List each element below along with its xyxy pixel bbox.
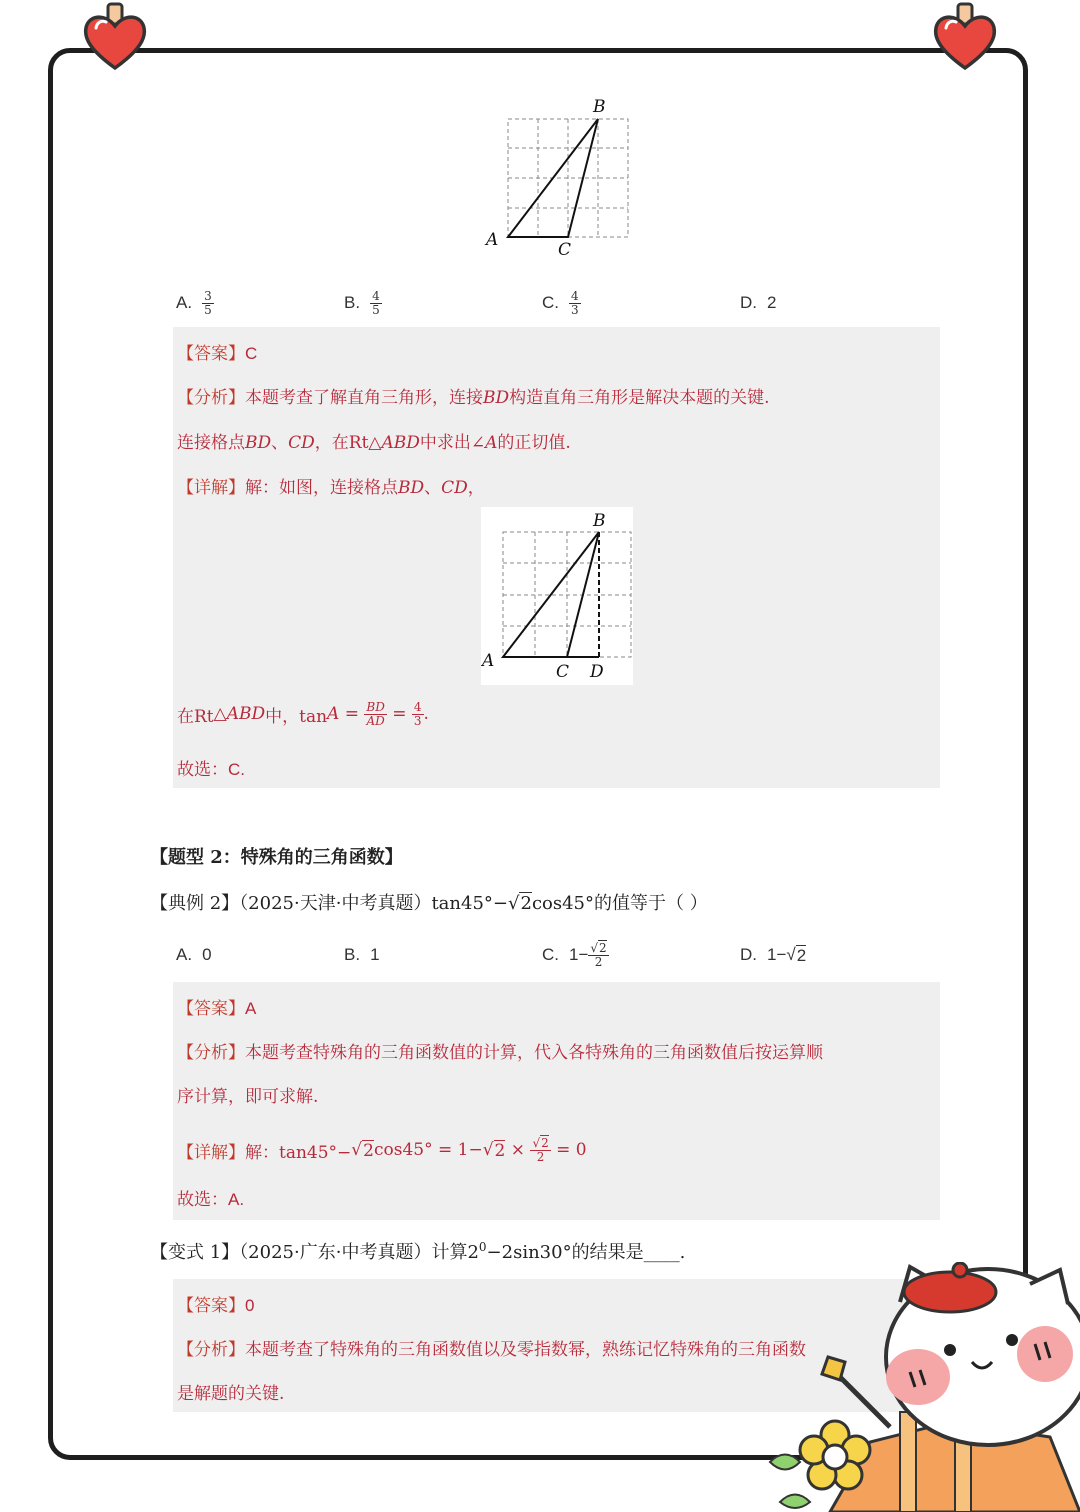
denominator: 3 xyxy=(571,302,579,317)
question-text: . xyxy=(679,1242,686,1263)
option-d[interactable] xyxy=(740,286,776,320)
analysis-label: 【分析】 xyxy=(177,388,245,408)
math-text: ABD xyxy=(381,433,420,453)
option-key: B. xyxy=(344,945,361,964)
analysis-text: 的正切值. xyxy=(497,433,571,453)
analysis-text: ，在Rt xyxy=(314,433,369,453)
q2-options xyxy=(176,938,936,972)
option-key: C. xyxy=(542,945,559,964)
math-text: cos45° xyxy=(531,893,594,914)
math-text: BD xyxy=(398,478,425,498)
answer-line xyxy=(177,339,257,364)
detail-text: 解：如图，连接格点 xyxy=(245,478,398,498)
math-text: A xyxy=(485,433,498,453)
question-source: （2025·广东·中考真题） xyxy=(239,1242,432,1263)
calc-line xyxy=(177,697,429,731)
option-value: 1− xyxy=(569,945,589,964)
vertex-label-c: C xyxy=(556,662,570,682)
fraction: $\frac{√2}{2}$ xyxy=(532,1135,549,1164)
math-text: A xyxy=(327,704,340,724)
vertex-label-b: B xyxy=(593,511,606,531)
vertex-label-a: A xyxy=(482,651,495,671)
detail-line: 【详解】 解：tan45°− √ 2 cos45° = 1− √ 2 × $\frac{√2}{2}$ = 0 xyxy=(177,1135,587,1164)
option-value: 1 xyxy=(370,945,380,964)
choose-value: C. xyxy=(228,760,245,779)
choose-text: 故选： xyxy=(177,1190,228,1210)
calc-text: = xyxy=(339,704,365,724)
detail-text: × xyxy=(505,1140,531,1160)
option-c[interactable] xyxy=(542,938,609,972)
math-text: ABD xyxy=(226,704,266,724)
denominator: 2 xyxy=(536,1149,545,1164)
question-source: （2025·天津·中考真题） xyxy=(239,893,432,914)
denominator: 2 xyxy=(594,954,603,969)
analysis-line-1 xyxy=(177,1038,823,1063)
question-text: −2sin30°的结果是 xyxy=(486,1242,644,1263)
detail-text: cos45° = 1− xyxy=(373,1140,483,1160)
sqrt-radicand: 2 xyxy=(363,1140,374,1161)
option-a[interactable] xyxy=(176,938,212,972)
heart-pin-icon xyxy=(80,2,150,74)
math-text: CD xyxy=(288,433,315,453)
option-key: A. xyxy=(176,945,193,964)
analysis-line-1 xyxy=(177,383,770,408)
math-text: CD xyxy=(441,478,468,498)
sqrt-radicand: 2 xyxy=(494,1140,506,1161)
analysis-label: 【分析】 xyxy=(177,1043,245,1063)
detail-text: 、 xyxy=(424,478,442,498)
q1-options xyxy=(176,286,936,320)
denominator: AD xyxy=(366,713,385,728)
analysis-text: 本题考查特殊角的三角函数值的计算，代入各特殊角的三角函数值后按运算顺 xyxy=(245,1043,823,1063)
solution-triangle-figure xyxy=(481,507,633,685)
fraction: $\frac{√2}{2}$ xyxy=(590,940,607,969)
numerator: 4 xyxy=(571,288,579,303)
answer-label: 【答案】 xyxy=(177,344,245,364)
denominator: 5 xyxy=(204,302,212,317)
answer-value: 0 xyxy=(245,1296,255,1315)
vertex-label-b: B xyxy=(593,97,606,117)
analysis-line-1 xyxy=(177,1335,806,1360)
analysis-text: 连接格点 xyxy=(177,433,245,453)
question-label: 【典例 2】 xyxy=(150,893,240,914)
option-d[interactable]: D. 1− √ 2 xyxy=(740,945,807,965)
detail-text: = 0 xyxy=(550,1140,587,1160)
answer-line xyxy=(177,1291,254,1316)
calc-text: 中，tan xyxy=(265,706,328,727)
question-tail: 的值等于（ ） xyxy=(594,893,708,914)
option-b[interactable] xyxy=(344,938,380,972)
denominator: 3 xyxy=(413,713,422,728)
vertex-label-d: D xyxy=(590,662,604,682)
heart-pin-icon xyxy=(930,2,1000,74)
analysis-text: 、 xyxy=(271,433,289,453)
q2-solution-box xyxy=(173,982,940,1220)
analysis-line-2: 是解题的关键. xyxy=(177,1384,285,1404)
math-text: BD xyxy=(483,388,510,408)
detail-label: 【详解】 xyxy=(177,1142,245,1163)
answer-value: C xyxy=(245,344,258,363)
option-value: 2 xyxy=(767,293,777,312)
triangle-grid-figure xyxy=(480,92,640,262)
q1-solution-box xyxy=(173,327,940,788)
numerator: 3 xyxy=(204,288,212,303)
exponent: 0 xyxy=(478,1240,487,1254)
answer-blank[interactable]: ____ xyxy=(643,1242,680,1263)
sqrt-radicand: 2 xyxy=(541,1135,549,1150)
variant-question xyxy=(150,1238,685,1264)
detail-label: 【详解】 xyxy=(177,478,245,498)
denominator: 5 xyxy=(372,302,380,317)
fraction xyxy=(412,701,424,728)
calc-text: = xyxy=(386,704,412,724)
triangle-symbol: △ xyxy=(368,433,382,453)
choose-value: A. xyxy=(228,1190,245,1209)
triangle-symbol: △ xyxy=(213,704,227,724)
choose-text: 故选： xyxy=(177,760,228,780)
option-key: D. xyxy=(740,945,757,964)
detail-line-1 xyxy=(177,473,485,498)
option-a[interactable] xyxy=(176,286,214,320)
analysis-text: 构造直角三角形是解决本题的关键. xyxy=(509,388,770,408)
option-value: 1− xyxy=(767,945,787,964)
detail-text: ， xyxy=(467,478,485,498)
q2-question: 【典例 2】（2025·天津·中考真题）tan45°−√2cos45°的值等于（ ） xyxy=(150,893,708,914)
answer-value: A xyxy=(245,999,257,1018)
option-value: 0 xyxy=(202,945,212,964)
sqrt-radicand: 2 xyxy=(796,945,807,965)
calc-text: . xyxy=(423,704,429,724)
calc-text: 在Rt xyxy=(177,706,214,727)
question-label: 【变式 1】 xyxy=(150,1242,240,1263)
answer-label: 【答案】 xyxy=(177,1296,245,1316)
vertex-label-c: C xyxy=(558,240,572,260)
fraction xyxy=(364,701,386,728)
option-c[interactable] xyxy=(542,286,581,320)
numerator: 4 xyxy=(372,288,380,303)
numerator: 4 xyxy=(413,699,422,714)
math-text: BD xyxy=(245,433,272,453)
option-b[interactable] xyxy=(344,286,382,320)
answer-line xyxy=(177,994,256,1019)
choose-line xyxy=(177,1185,244,1210)
option-key: B. xyxy=(344,293,361,312)
math-text: tan45°− xyxy=(431,893,508,914)
section-title: 【题型 2：特殊角的三角函数】 xyxy=(150,847,403,868)
detail-text: 解：tan45°− xyxy=(245,1142,352,1163)
choose-line xyxy=(177,755,245,780)
analysis-label: 【分析】 xyxy=(177,1340,245,1360)
option-key: C. xyxy=(542,293,559,312)
numerator: BD xyxy=(366,699,385,714)
sqrt-radicand: 2 xyxy=(599,940,607,955)
vertex-label-a: A xyxy=(486,230,499,250)
analysis-line-2: 序计算，即可求解. xyxy=(177,1087,319,1107)
analysis-text: 中求出∠ xyxy=(419,433,486,453)
question-text: 计算2 xyxy=(431,1242,479,1263)
analysis-text: 本题考查了特殊角的三角函数值以及零指数幂，熟练记忆特殊角的三角函数 xyxy=(245,1340,806,1360)
answer-label: 【答案】 xyxy=(177,999,245,1019)
option-key: D. xyxy=(740,293,757,312)
analysis-line-2 xyxy=(177,428,571,453)
sqrt-radicand: 2 xyxy=(520,893,532,914)
analysis-text: 本题考查了解直角三角形，连接 xyxy=(245,388,483,408)
option-key: A. xyxy=(176,293,193,312)
cat-sticker-icon xyxy=(750,1262,1080,1512)
